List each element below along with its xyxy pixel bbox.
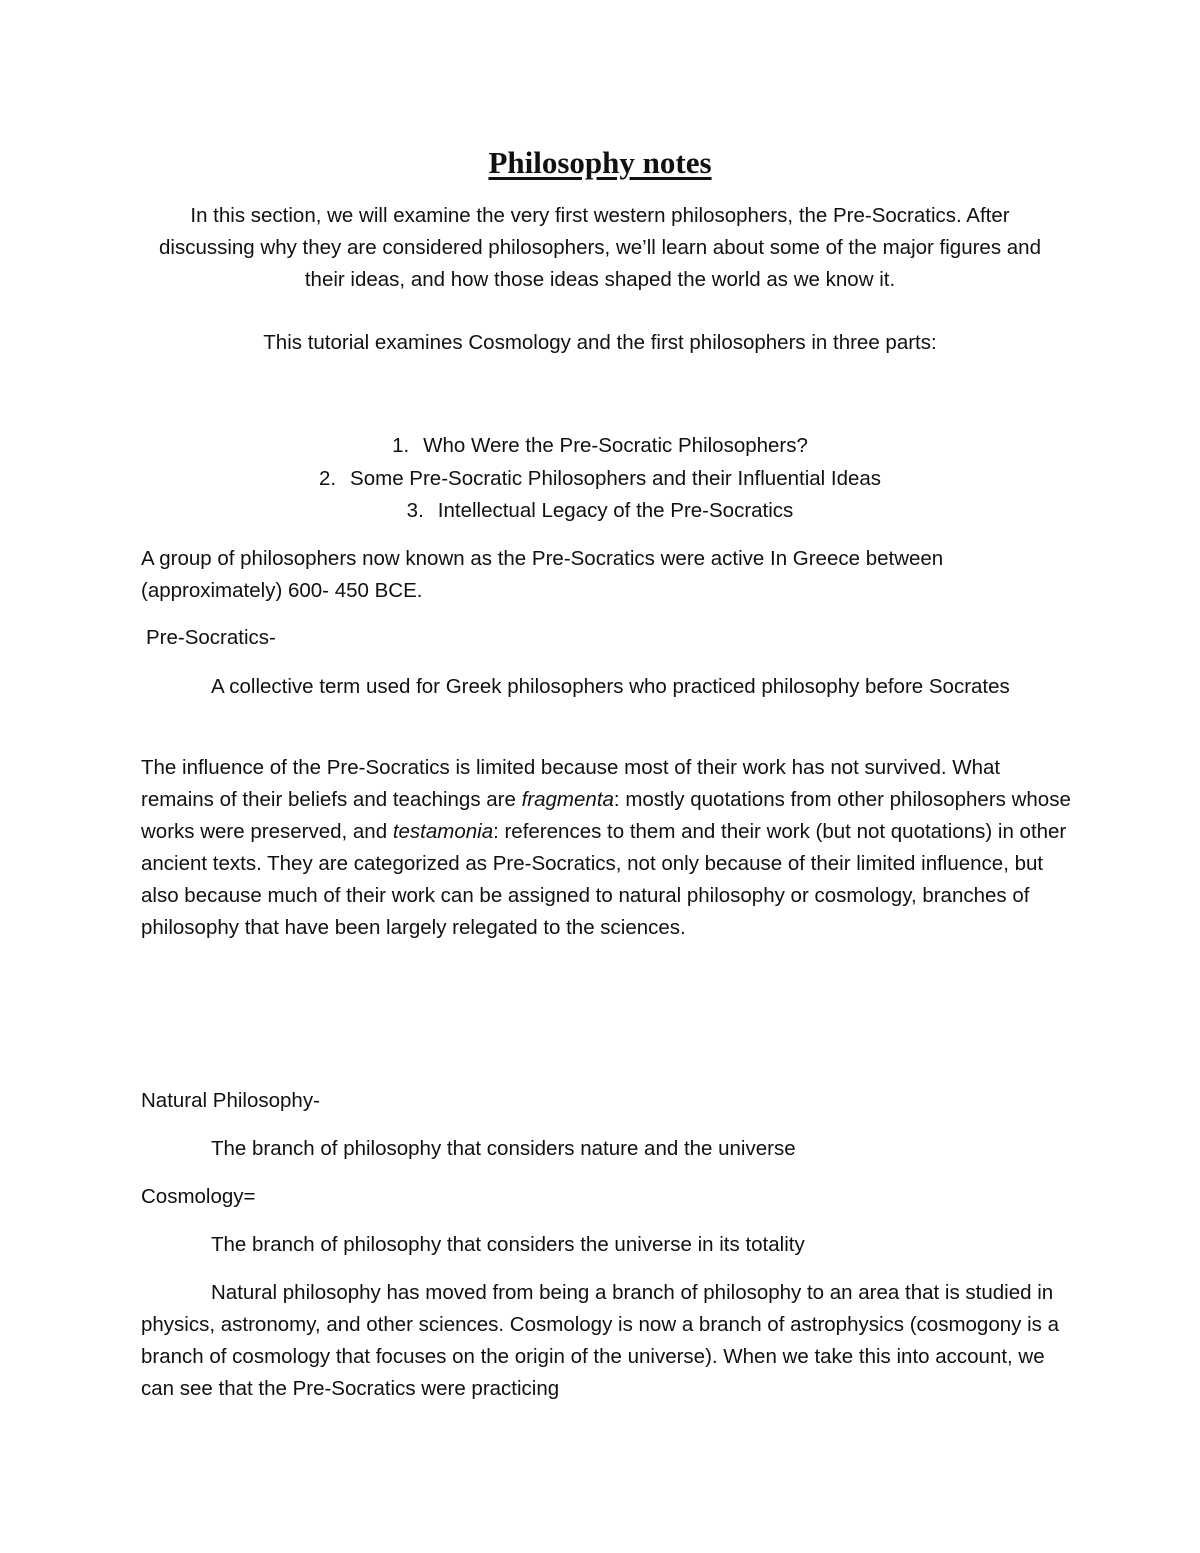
list-item-label: Who Were the Pre-Socratic Philosophers? (423, 434, 808, 457)
intro-paragraph: In this section, we will examine the very first western philosophers, the Pre-Socratics. After discussing why they are considered philosophers, we’ll learn about some of the major figures and their ideas, and how those ideas shaped the world as we know it. (159, 204, 1041, 291)
list-item-label: Intellectual Legacy of the Pre-Socratics (437, 499, 794, 522)
influence-text-3: : references to them and their work (but not quotations) in other ancient texts. They are categorized as Pre-Socratics, not only because of their limited influence, but also because much of their work can be assigned to natural philosophy or cosmology, branches of philosophy that have been largely relegated to the sciences. (141, 820, 1067, 939)
list-item (0, 430, 1200, 463)
page-title: Philosophy notes (488, 145, 712, 180)
influence-text-2: : mostly quotations from other philosophers whose works were preserved, and (141, 788, 1071, 843)
cosmology-term: Cosmology= (141, 1185, 256, 1208)
cosmology-definition: The branch of philosophy that considers the universe in its totality (211, 1233, 805, 1256)
natural-philosophy-term: Natural Philosophy- (141, 1089, 320, 1112)
presocratics-term: Pre-Socratics- (146, 626, 276, 649)
influence-paragraph (141, 752, 1071, 944)
list-item (0, 495, 1200, 528)
fragmenta-term: fragmenta (521, 788, 614, 811)
testamonia-term: testamonia (392, 820, 494, 843)
list-item-number: 3. (406, 499, 424, 522)
parts-list (0, 430, 1200, 528)
list-item-number: 2. (318, 466, 337, 490)
natural-philosophy-definition: The branch of philosophy that considers nature and the universe (211, 1137, 796, 1160)
influence-text-1: The influence of the Pre-Socratics is limited because most of their work has not survived. What remains of their beliefs and teachings are (141, 756, 1001, 811)
list-item-label: Some Pre-Socratic Philosophers and their Influential Ideas (350, 466, 882, 490)
presocratics-definition: A collective term used for Greek philosophers who practiced philosophy before Socrates (211, 675, 1010, 698)
list-item-number: 1. (392, 434, 410, 457)
natural-philosophy-paragraph: Natural philosophy has moved from being a branch of philosophy to an area that is studied in physics, astronomy, and other sciences. Cosmology is now a branch of astrophysics (cosmogony is a branch of cosmology that focuses on the origin of the universe). When we take this into account, we can see that the Pre-Socratics were practicing (141, 1281, 1059, 1400)
group-paragraph: A group of philosophers now known as the Pre-Socratics were active In Greece between (approximately) 600- 450 BCE. (141, 547, 944, 602)
tutorial-paragraph: This tutorial examines Cosmology and the first philosophers in three parts: (263, 331, 937, 354)
list-item (0, 463, 1200, 496)
